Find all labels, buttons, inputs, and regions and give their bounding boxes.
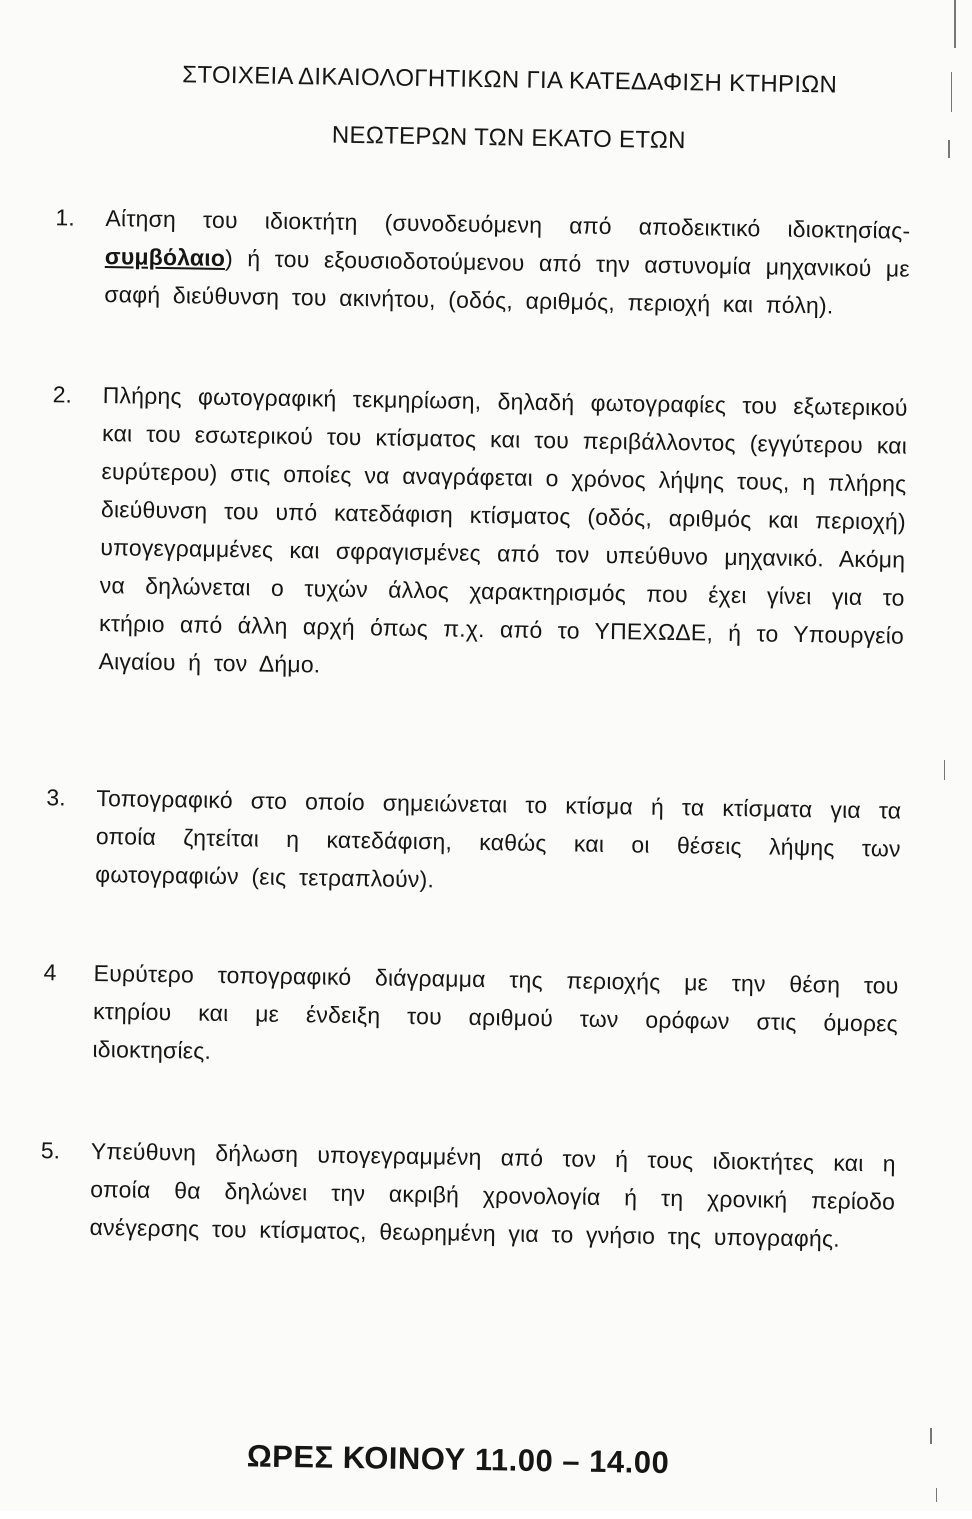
list-item-3 (46, 778, 902, 893)
list-item-5 (40, 1131, 896, 1252)
list-item-1 (55, 198, 911, 319)
item-number: 4 (43, 959, 57, 986)
item-number: 5. (40, 1137, 61, 1164)
item-text: Πλήρης φωτογραφική τεκμηρίωση, δηλαδή φωτογραφίες του εξωτερικού και του εσωτερικού του κτίσματος και του περιβάλλοντος (εγγύτερου και ευρύτερου) στις οποίες να αναγράφεται ο χρόνος λήψης τους, η πλήρης διεύθυνση του υπό κατεδάφιση κτίσματος (οδός, αριθμός και περιοχή) υπογεγραμμένες και σφραγισμένες από τον υπεύθυνο μηχανικό. Ακόμη να δηλώνεται ο τυχών άλλος χαρακτηρισμός που έχει γίνει για το κτήριο από άλλη αρχή όπως π.χ. από το ΥΠΕΧΩΔΕ, ή το Υπουργείο Αιγαίου ή τον Δήμο. (98, 382, 908, 678)
list-item-2 (52, 375, 908, 678)
item-text: Ευρύτερο τοπογραφικό διάγραμμα της περιοχής με την θέση του κτηρίου και με ένδειξη του αριθμού των ορόφων στις όμορες ιδιοκτησίες. (92, 959, 899, 1064)
document-subtitle: ΝΕΩΤΕΡΩΝ ΤΩΝ ΕΚΑΤΟ ΕΤΩΝ (331, 121, 686, 155)
document-title: ΣΤΟΙΧΕΙΑ ΔΙΚΑΙΟΛΟΓΗΤΙΚΩΝ ΓΙΑ ΚΑΤΕΔΑΦΙΣΗ ΚΤΗΡΙΩΝ (182, 61, 838, 99)
list-item-4 (43, 953, 899, 1064)
item-text: Υπεύθυνη δήλωση υπογεγραμμένη από τον ή τους ιδιοκτήτες και η οποία θα δηλώνει την ακριβή χρονολογία ή τη χρονική περίοδο ανέγερσης του κτίσματος, θεωρημένη για το γνήσιο της υπογραφής. (89, 1137, 896, 1252)
item-number: 2. (52, 381, 73, 408)
item-text (104, 199, 911, 326)
item-text-part: ) ή του εξουσιοδοτούμενου από την αστυνομία μηχανικού με σαφή διεύθυνση του ακινήτου, (οδός, αριθμός, περιοχή και πόλη). (104, 244, 911, 319)
office-hours: ΩΡΕΣ ΚΟΙΝΟΥ 11.00 – 14.00 (246, 1438, 670, 1481)
item-text-part: Αίτηση του ιδιοκτήτη (συνοδευόμενη από αποδεικτικό ιδιοκτησίας- (105, 205, 911, 244)
underlined-term: συμβόλαιο (104, 243, 226, 271)
item-number: 3. (46, 784, 66, 811)
item-number: 1. (55, 204, 75, 231)
item-text: Τοπογραφικό στο οποίο σημειώνεται το κτίσμα ή τα κτίσματα για τα οποία ζητείται η κατεδάφιση, καθώς και οι θέσεις λήψης των φωτογραφιών (εις τετραπλούν). (95, 784, 902, 893)
